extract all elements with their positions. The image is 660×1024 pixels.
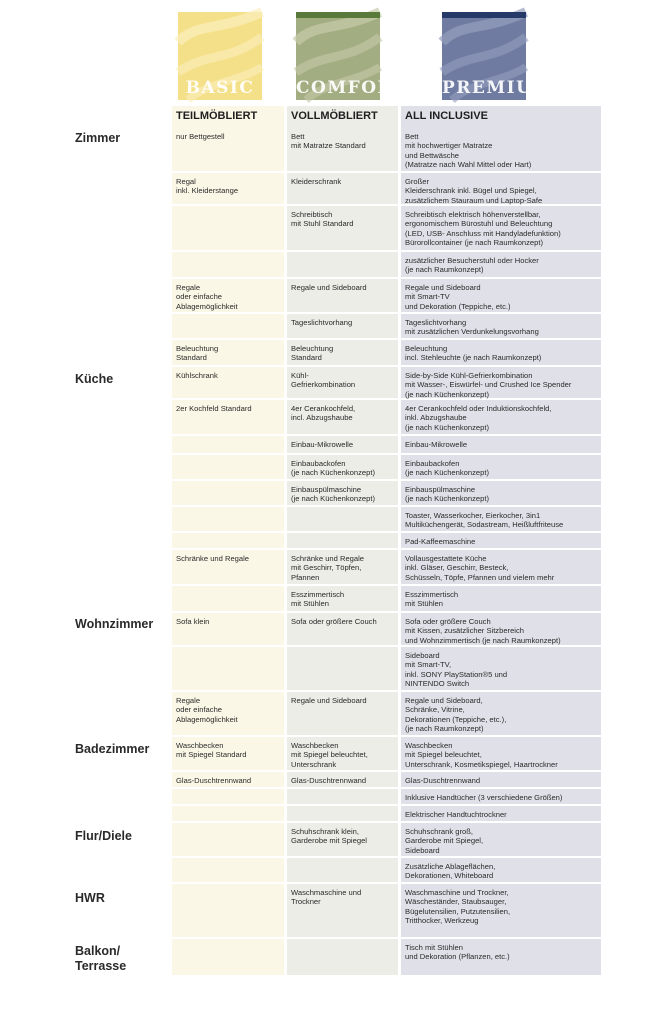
basic-tier-label: BASIC [185, 78, 255, 98]
table-cell: Schränke und Regale [176, 554, 250, 563]
table-cell: Waschbecken mit Spiegel beleuchtet, Unterschrank, Kosmetikspiegel, Haartrockner [405, 741, 558, 769]
column-header-all-inclusive: ALL INCLUSIVE [405, 110, 488, 122]
room-label-flur: Flur/Diele [75, 829, 132, 843]
table-cell: Esszimmertisch mit Stühlen [405, 590, 459, 609]
row-divider [401, 505, 601, 507]
table-cell: Waschmaschine und Trockner [291, 888, 362, 907]
row-divider [287, 735, 398, 737]
table-cell: Vollausgestattete Küche inkl. Gläser, Geschirr, Besteck, Schüsseln, Töpfe, Pfannen und vielem mehr [405, 554, 555, 582]
row-divider [287, 690, 398, 692]
table-cell: Schuhschrank klein, Garderobe mit Spiegel [291, 827, 367, 846]
row-divider [401, 645, 601, 647]
row-divider [401, 548, 601, 550]
row-divider [401, 171, 601, 173]
row-divider [401, 937, 601, 939]
table-cell: Waschmaschine und Trockner, Wäscheständer, Staubsauger, Bügelutensilien, Putzutensilien, Tritthocker, Werkzeug [405, 888, 511, 926]
table-cell: Schreibtisch mit Stuhl Standard [291, 210, 354, 229]
row-divider [401, 690, 601, 692]
table-cell: Einbau-Mikrowelle [405, 440, 468, 449]
row-divider [172, 453, 284, 455]
table-cell: Regale und Sideboard [291, 283, 367, 292]
table-cell: Pad-Kaffeemaschine [405, 537, 476, 546]
row-divider [172, 171, 284, 173]
row-divider [287, 338, 398, 340]
table-cell: Einbauspülmaschine (je nach Küchenkonzept) [291, 485, 376, 504]
row-divider [401, 821, 601, 823]
row-divider [172, 821, 284, 823]
table-cell: Beleuchtung Standard [291, 344, 334, 363]
row-divider [172, 434, 284, 436]
row-divider [172, 584, 284, 586]
row-divider [401, 882, 601, 884]
premium-tier-topbar [442, 12, 526, 18]
table-cell: Sideboard mit Smart-TV, inkl. SONY PlayStation®5 und NINTENDO Switch [405, 651, 508, 689]
table-cell: Schränke und Regale mit Geschirr, Töpfen, Pfannen [291, 554, 365, 582]
row-divider [287, 312, 398, 314]
row-divider [401, 770, 601, 772]
row-divider [172, 531, 284, 533]
table-cell: Einbau-Mikrowelle [291, 440, 354, 449]
table-cell: Schreibtisch elektrisch höhenverstellbar, ergonomischem Bürostuhl und Beleuchtung (LED, USB- Anschluss mit Handyladefunktion) Bürorollcontainer (je nach Raumkonzept) [405, 210, 561, 248]
row-divider [401, 804, 601, 806]
table-cell: Esszimmertisch mit Stühlen [291, 590, 345, 609]
comfort-tier-topbar [296, 12, 380, 18]
row-divider [401, 787, 601, 789]
row-divider [287, 804, 398, 806]
premium-tier-swatch [442, 12, 553, 100]
table-cell: Tageslichtvorhang [291, 318, 353, 327]
row-divider [287, 787, 398, 789]
row-divider [172, 505, 284, 507]
table-cell: Kühl- Gefrierkombination [291, 371, 356, 390]
table-cell: Sofa klein [176, 617, 210, 626]
table-cell: Inklusive Handtücher (3 verschiedene Größen) [405, 793, 563, 802]
row-divider [172, 690, 284, 692]
table-cell: 2er Kochfeld Standard [176, 404, 252, 413]
column-header-vollmoebliert: VOLLMÖBLIERT [291, 110, 378, 122]
room-label-badezimmer: Badezimmer [75, 742, 150, 756]
table-cell: Tisch mit Stühlen und Dekoration (Pflanzen, etc.) [405, 943, 510, 962]
row-divider [401, 856, 601, 858]
premium-tier-label: PREMIUM [442, 78, 553, 98]
table-cell: Bett mit Matratze Standard [291, 132, 366, 151]
basic-column-bg [172, 106, 284, 975]
row-divider [401, 312, 601, 314]
table-cell: Sofa oder größere Couch [291, 617, 377, 626]
row-divider [401, 531, 601, 533]
row-divider [172, 479, 284, 481]
table-cell: Waschbecken mit Spiegel beleuchtet, Unterschrank [291, 741, 368, 769]
table-cell: Toaster, Wasserkocher, Eierkocher, 3in1 Multiküchengerät, Sodastream, Heißluftfriteuse [405, 511, 564, 530]
comfort-tier-swatch [296, 12, 408, 100]
table-cell: Tageslichtvorhang mit zusätzlichen Verdunkelungsvorhang [405, 318, 539, 337]
row-divider [172, 937, 284, 939]
room-label-zimmer: Zimmer [75, 131, 121, 145]
row-divider [401, 584, 601, 586]
row-divider [287, 584, 398, 586]
table-cell: nur Bettgestell [176, 132, 225, 141]
row-divider [172, 398, 284, 400]
row-divider [172, 338, 284, 340]
row-divider [287, 645, 398, 647]
table-cell: Großer Kleiderschrank inkl. Bügel und Spiegel, zusätzlichem Stauraum und Laptop-Safe [405, 177, 543, 205]
table-cell: 4er Cerankochfeld, incl. Abzugshaube [291, 404, 356, 423]
room-label-wohnzimmer: Wohnzimmer [75, 617, 154, 631]
room-label-hwr: HWR [75, 891, 105, 905]
table-cell: Beleuchtung incl. Stehleuchte (je nach Raumkonzept) [405, 344, 542, 363]
table-cell: Einbaubackofen (je nach Küchenkonzept) [291, 459, 376, 478]
row-divider [287, 505, 398, 507]
row-divider [172, 312, 284, 314]
row-divider [287, 821, 398, 823]
row-divider [172, 548, 284, 550]
table-cell: Side-by-Side Kühl-Gefrierkombination mit Wasser-, Eiswürfel- und Crushed Ice Spender (je nach Küchenkonzept) [405, 371, 572, 399]
table-cell: Regale oder einfache Ablagemöglichkeit [176, 696, 238, 724]
row-divider [287, 937, 398, 939]
row-divider [401, 735, 601, 737]
row-divider [287, 365, 398, 367]
row-divider [401, 611, 601, 613]
table-cell: Einbaubackofen (je nach Küchenkonzept) [405, 459, 490, 478]
row-divider [287, 204, 398, 206]
table-cell: Einbauspülmaschine (je nach Küchenkonzept) [405, 485, 490, 504]
row-divider [172, 611, 284, 613]
row-divider [287, 479, 398, 481]
table-cell: Waschbecken mit Spiegel Standard [176, 741, 247, 760]
row-divider [401, 479, 601, 481]
table-cell: Glas-Duschtrennwand [405, 776, 481, 785]
row-divider [287, 548, 398, 550]
row-divider [287, 611, 398, 613]
row-divider [172, 770, 284, 772]
row-divider [287, 171, 398, 173]
row-divider [287, 856, 398, 858]
table-cell: Kleiderschrank [291, 177, 342, 186]
row-divider [172, 204, 284, 206]
table-cell: Schuhschrank groß, Garderobe mit Spiegel, Sideboard [405, 827, 484, 855]
row-divider [287, 277, 398, 279]
table-cell: Zusätzliche Ablageflächen, Dekorationen, Whiteboard [405, 862, 496, 881]
row-divider [401, 453, 601, 455]
table-cell: Regale und Sideboard, Schränke, Vitrine, Dekorationen (Teppiche, etc.), (je nach Raumkonzept) [405, 696, 507, 734]
table-cell: Elektrischer Handtuchtrockner [405, 810, 507, 819]
table-cell: Regale oder einfache Ablagemöglichkeit [176, 283, 238, 311]
room-label-balkon: Balkon/ Terrasse [75, 944, 127, 973]
table-cell: Kühlschrank [176, 371, 218, 380]
row-divider [172, 735, 284, 737]
table-cell: Beleuchtung Standard [176, 344, 219, 363]
table-cell: Glas-Duschtrennwand [291, 776, 367, 785]
table-cell: Sofa oder größere Couch mit Kissen, zusätzlicher Sitzbereich und Wohnzimmertisch (je nach Raumkonzept) [405, 617, 561, 645]
row-divider [401, 338, 601, 340]
row-divider [172, 787, 284, 789]
row-divider [172, 804, 284, 806]
basic-tier-swatch [178, 12, 262, 100]
room-label-kueche: Küche [75, 372, 114, 386]
table-cell: Regale und Sideboard mit Smart-TV und Dekoration (Teppiche, etc.) [405, 283, 511, 311]
row-divider [287, 453, 398, 455]
row-divider [287, 531, 398, 533]
table-cell: Bett mit hochwertiger Matratze und Bettwäsche (Matratze nach Wahl Mittel oder Hart) [405, 132, 532, 170]
row-divider [172, 250, 284, 252]
row-divider [287, 770, 398, 772]
row-divider [287, 250, 398, 252]
comfort-tier-label: COMFORT [296, 78, 408, 98]
row-divider [172, 365, 284, 367]
table-cell: 4er Cerankochfeld oder Induktionskochfeld, inkl. Abzugshaube (je nach Küchenkonzept) [405, 404, 552, 432]
row-divider [401, 250, 601, 252]
table-cell: Glas-Duschtrennwand [176, 776, 252, 785]
table-cell: zusätzlicher Besucherstuhl oder Hocker (je nach Raumkonzept) [405, 256, 539, 275]
row-divider [287, 434, 398, 436]
table-cell: Regal inkl. Kleiderstange [176, 177, 239, 196]
row-divider [401, 277, 601, 279]
row-divider [287, 398, 398, 400]
row-divider [172, 277, 284, 279]
column-header-teilmoebliert: TEILMÖBLIERT [176, 110, 258, 122]
row-divider [287, 882, 398, 884]
row-divider [172, 882, 284, 884]
table-cell: Regale und Sideboard [291, 696, 367, 705]
row-divider [401, 365, 601, 367]
row-divider [172, 645, 284, 647]
row-divider [401, 434, 601, 436]
row-divider [172, 856, 284, 858]
